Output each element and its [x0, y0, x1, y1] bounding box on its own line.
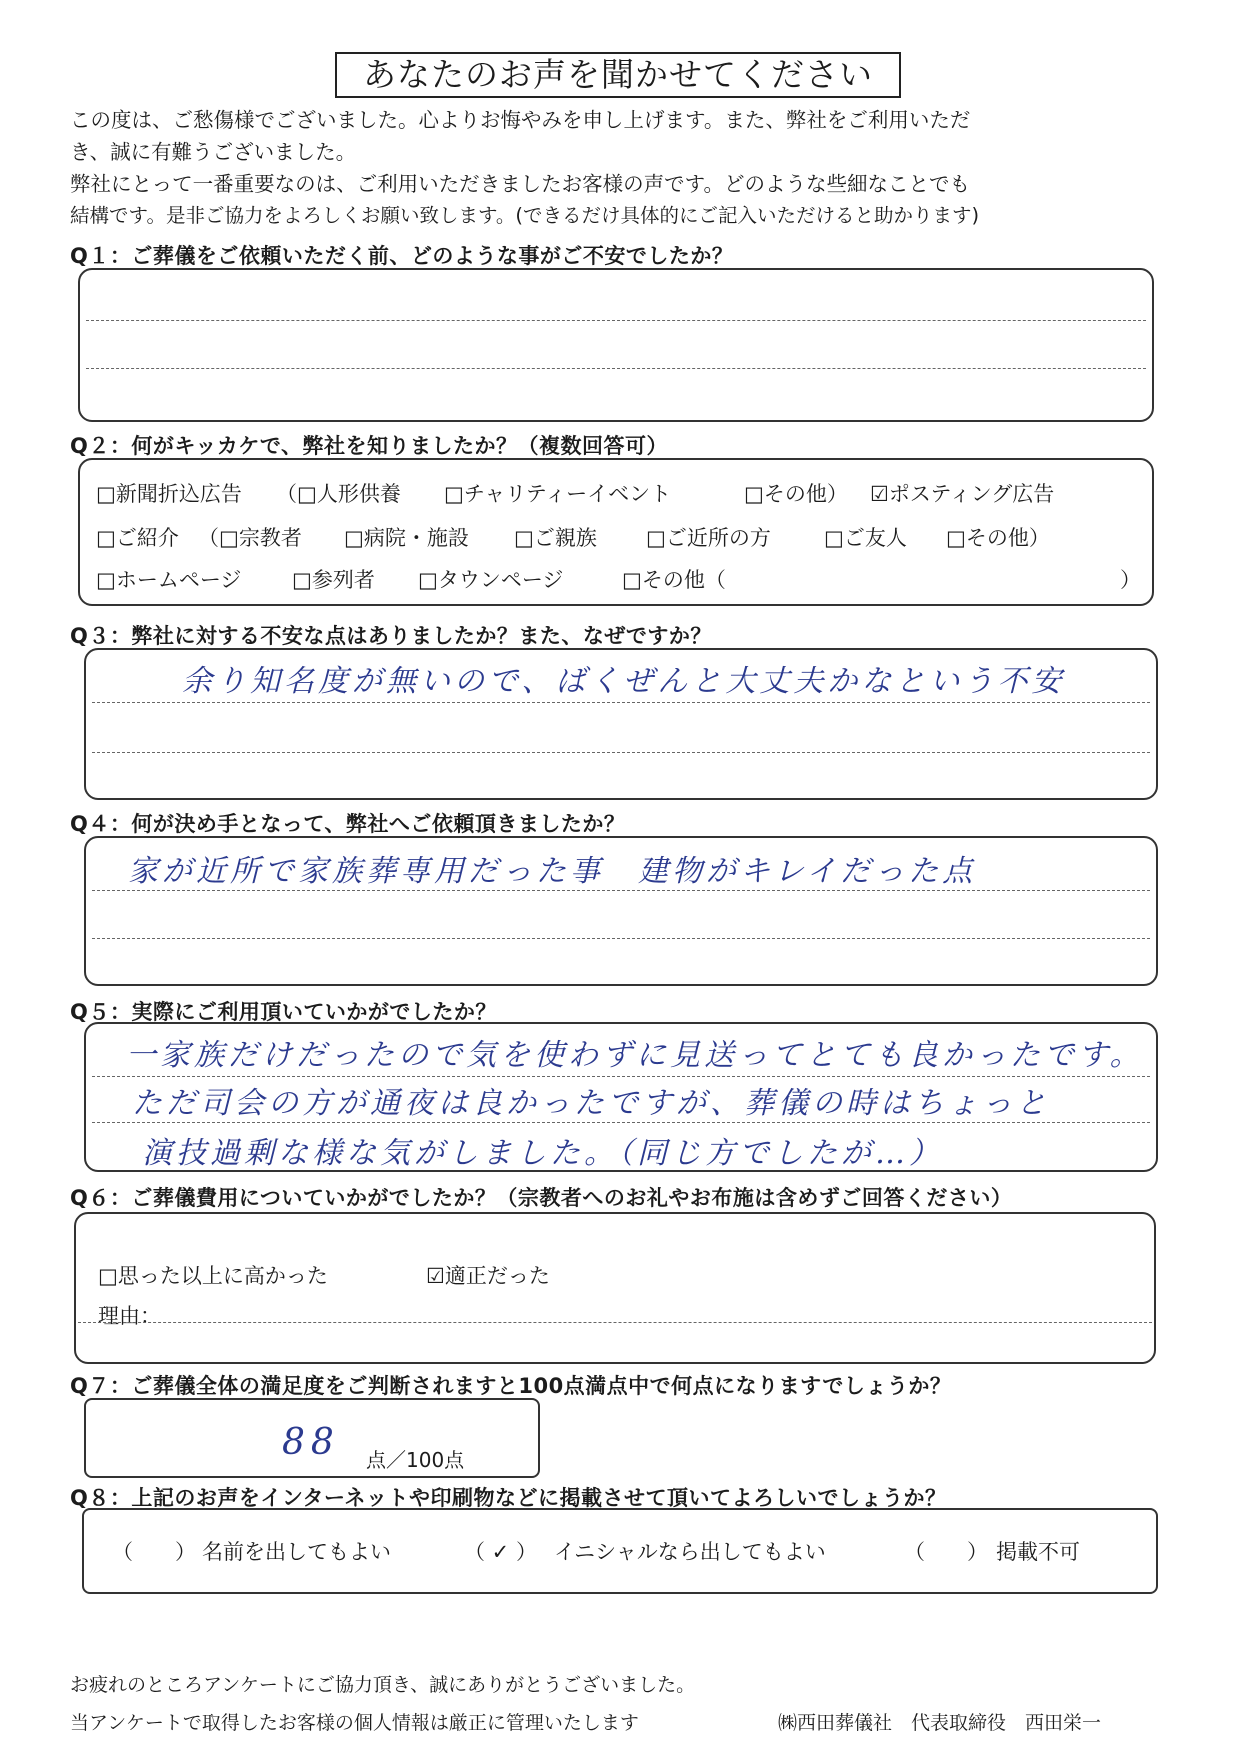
option-hospital[interactable]: □病院・施設 — [344, 526, 469, 550]
q4-question: Q４：何が決め手となって、弊社へご依頼頂きましたか？ — [70, 812, 626, 836]
option-newspaper[interactable]: □新聞折込広告 — [96, 482, 242, 506]
option-attendee[interactable]: □参列者 — [292, 568, 375, 592]
footer-thanks: お疲れのところアンケートにご協力頂き、誠にありがとうございました。 — [70, 1674, 696, 1696]
footer-privacy: 当アンケートで取得したお客様の個人情報は厳正に管理いたします — [70, 1712, 639, 1734]
q7-score-box[interactable] — [84, 1398, 540, 1478]
answer-line — [92, 752, 1150, 753]
option-friends[interactable]: □ご友人 — [824, 526, 907, 550]
intro-line-2: き、誠に有難うございました。 — [70, 140, 357, 164]
option-other-3-close: ） — [1120, 568, 1141, 592]
option-charity-event[interactable]: □チャリティーイベント — [444, 482, 672, 506]
q5-answer-box[interactable] — [84, 1022, 1158, 1172]
q8-option3-paren[interactable]: （ ） — [904, 1540, 988, 1564]
page-title: あなたのお声を聞かせてください — [335, 52, 901, 98]
option-homepage[interactable]: □ホームページ — [96, 568, 242, 592]
reason-label: 理由： — [98, 1304, 161, 1328]
reason-line[interactable] — [78, 1322, 1152, 1323]
q8-option-no-publish: 掲載不可 — [996, 1540, 1080, 1564]
footer-company: ㈱西田葬儀社 代表取締役 西田栄一 — [778, 1712, 1102, 1734]
q3-answer-box[interactable] — [84, 648, 1158, 800]
answer-line — [92, 1122, 1150, 1123]
answer-line — [92, 1076, 1150, 1077]
answer-line — [86, 368, 1146, 369]
q3-handwritten-answer: 余り知名度が無いので、ばくぜんと大丈夫かなという不安 — [182, 664, 1066, 699]
q3-question: Q３：弊社に対する不安な点はありましたか？また、なぜですか？ — [70, 624, 712, 648]
q8-option1-paren[interactable]: （ ） — [112, 1540, 196, 1564]
option-other-2[interactable]: □その他） — [946, 526, 1050, 550]
q5-question: Q５：実際にご利用頂いていかがでしたか？ — [70, 1000, 497, 1024]
q6-box — [74, 1212, 1156, 1364]
option-referral[interactable]: □ご紹介 — [96, 526, 179, 550]
q5-handwritten-answer-line-1: 一家族だけだったので気を使わずに見送ってとても良かったです。 — [126, 1038, 1144, 1073]
option-relatives[interactable]: □ご親族 — [514, 526, 597, 550]
q5-handwritten-answer-line-3: 演技過剰な様な気がしました。（同じ方でしたが…） — [142, 1136, 943, 1171]
q8-options-box — [82, 1508, 1158, 1594]
intro-line-1: この度は、ご愁傷様でございました。心よりお悔やみを申し上げます。また、弊社をご利用いただ — [70, 108, 971, 132]
option-doll-memorial[interactable]: （□人形供養 — [276, 482, 401, 506]
q1-question: Q１：ご葬儀をご依頼いただく前、どのような事がご不安でしたか？ — [70, 244, 734, 268]
option-other-1[interactable]: □その他） — [744, 482, 848, 506]
q8-question: Q８：上記のお声をインターネットや印刷物などに掲載させて頂いてよろしいでしょうか？ — [70, 1486, 947, 1510]
q7-score-value: 88 — [282, 1422, 340, 1463]
intro-line-3: 弊社にとって一番重要なのは、ご利用いただきましたお客様の声です。どのような些細なことでも — [70, 172, 970, 196]
answer-line — [92, 702, 1150, 703]
option-fair-price-checked[interactable]: ☑適正だった — [426, 1264, 550, 1288]
option-posting-ad-checked[interactable]: ☑ポスティング広告 — [870, 482, 1055, 506]
q4-handwritten-answer: 家が近所で家族葬専用だった事 建物がキレイだった点 — [128, 854, 977, 889]
option-too-expensive[interactable]: □思った以上に高かった — [98, 1264, 328, 1288]
q2-question: Q２：何がキッカケで、弊社を知りましたか？（複数回答可） — [70, 434, 669, 458]
q5-handwritten-answer-line-2: ただ司会の方が通夜は良かったですが、葬儀の時はちょっと — [132, 1086, 1050, 1121]
answer-line — [86, 320, 1146, 321]
q1-answer-box[interactable] — [78, 268, 1154, 422]
q7-score-suffix: 点／100点 — [366, 1448, 465, 1472]
q7-question: Q７：ご葬儀全体の満足度をご判断されますと100点満点中で何点になりますでしょうか？ — [70, 1374, 952, 1398]
q8-option2-paren-checked[interactable]: （ ✓ ） — [464, 1540, 537, 1564]
option-town-page[interactable]: □タウンページ — [418, 568, 564, 592]
option-religious[interactable]: （□宗教者 — [198, 526, 302, 550]
q2-options-box — [78, 458, 1154, 606]
answer-line — [92, 890, 1150, 891]
option-other-3[interactable]: □その他（ — [622, 568, 726, 592]
q6-question: Q６：ご葬儀費用についていかがでしたか？（宗教者へのお礼やお布施は含めずご回答ください） — [70, 1186, 1013, 1210]
q8-option-initials-ok: イニシャルなら出してもよい — [554, 1540, 826, 1564]
answer-line — [92, 938, 1150, 939]
q4-answer-box[interactable] — [84, 836, 1158, 986]
intro-line-4: 結構です。是非ご協力をよろしくお願い致します。(できるだけ具体的にご記入いただけると助かります) — [70, 204, 980, 227]
q8-option-name-ok: 名前を出してもよい — [202, 1540, 391, 1564]
option-neighbors[interactable]: □ご近所の方 — [646, 526, 771, 550]
